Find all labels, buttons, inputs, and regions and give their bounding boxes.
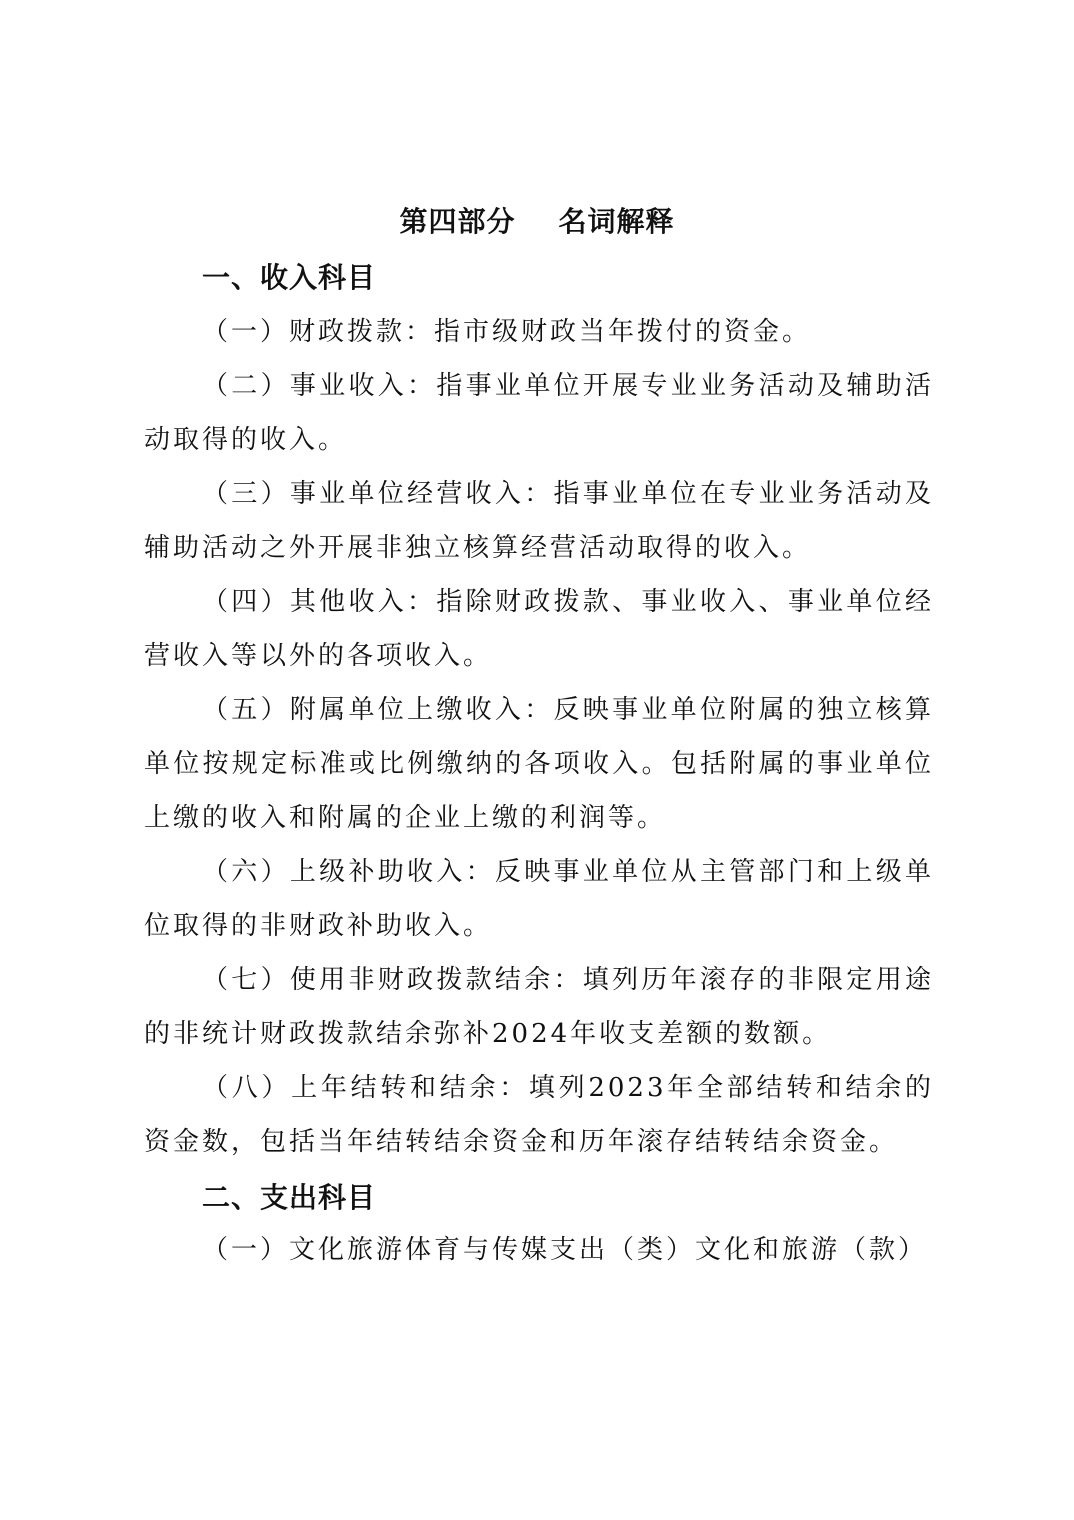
paragraph-income-7: （七）使用非财政拨款结余：填列历年滚存的非限定用途的非统计财政拨款结余弥补2024年收支差额的数额。 bbox=[144, 965, 934, 1049]
paragraph-income-4: （四）其他收入：指除财政拨款、事业收入、事业单位经营收入等以外的各项收入。 bbox=[144, 587, 934, 671]
paragraph-income-1: （一）财政拨款：指市级财政当年拨付的资金。 bbox=[202, 317, 812, 347]
paragraph-income-2: （二）事业收入：指事业单位开展专业业务活动及辅助活动取得的收入。 bbox=[144, 371, 934, 455]
paragraph-expenditure-1: （一）文化旅游体育与传媒支出（类）文化和旅游（款） bbox=[202, 1235, 928, 1265]
paragraph-income-3: （三）事业单位经营收入：指事业单位在专业业务活动及辅助活动之外开展非独立核算经营活动取得的收入。 bbox=[144, 479, 934, 563]
section-heading-expenditure: 二、支出科目 bbox=[202, 1181, 377, 1214]
section-heading-income: 一、收入科目 bbox=[202, 261, 377, 294]
paragraph-income-5: （五）附属单位上缴收入：反映事业单位附属的独立核算单位按规定标准或比例缴纳的各项收入。包括附属的事业单位上缴的收入和附属的企业上缴的利润等。 bbox=[144, 695, 934, 833]
paragraph-income-6: （六）上级补助收入：反映事业单位从主管部门和上级单位取得的非财政补助收入。 bbox=[144, 857, 934, 941]
paragraph-income-8: （八）上年结转和结余：填列2023年全部结转和结余的资金数，包括当年结转结余资金和历年滚存结转结余资金。 bbox=[144, 1073, 934, 1157]
page-title: 第四部分 名词解释 bbox=[399, 205, 675, 238]
